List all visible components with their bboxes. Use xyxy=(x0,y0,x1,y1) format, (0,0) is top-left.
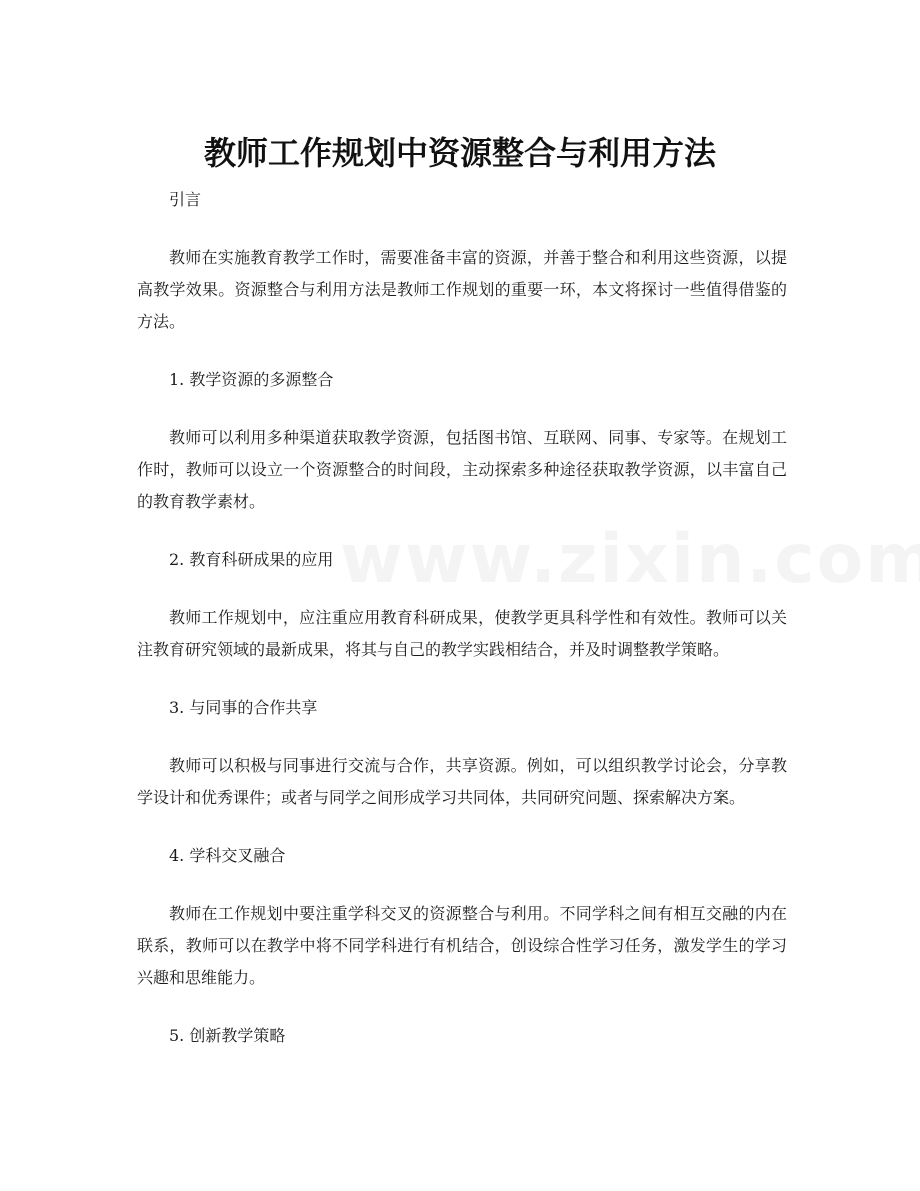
section-heading-1: 1. 教学资源的多源整合 xyxy=(169,370,334,389)
section-heading-5: 5. 创新教学策略 xyxy=(169,1026,286,1045)
document-title: 教师工作规划中资源整合与利用方法 xyxy=(203,134,716,173)
section-paragraph-2: 教师工作规划中，应注重应用教育科研成果，使教学更具科学性和有效性。教师可以关注教育研究领域的最新成果，将其与自己的教学实践相结合，并及时调整教学策略。 xyxy=(137,608,787,659)
section-paragraph-3: 教师可以积极与同事进行交流与合作，共享资源。例如，可以组织教学讨论会，分享教学设计和优秀课件；或者与同学之间形成学习共同体，共同研究问题、探索解决方案。 xyxy=(137,756,787,807)
intro-heading: 引言 xyxy=(169,190,202,209)
section-heading-2: 2. 教育科研成果的应用 xyxy=(169,550,334,569)
section-heading-3: 3. 与同事的合作共享 xyxy=(169,698,318,717)
intro-paragraph: 教师在实施教育教学工作时，需要准备丰富的资源，并善于整合和利用这些资源，以提高教学效果。资源整合与利用方法是教师工作规划的重要一环，本文将探讨一些值得借鉴的方法。 xyxy=(137,248,787,331)
section-paragraph-4: 教师在工作规划中要注重学科交叉的资源整合与利用。不同学科之间有相互交融的内在联系，教师可以在教学中将不同学科进行有机结合，创设综合性学习任务，激发学生的学习兴趣和思维能力。 xyxy=(137,904,787,987)
document-body xyxy=(137,184,787,1052)
section-heading-4: 4. 学科交叉融合 xyxy=(169,846,286,865)
section-paragraph-1: 教师可以利用多种渠道获取教学资源，包括图书馆、互联网、同事、专家等。在规划工作时，教师可以设立一个资源整合的时间段，主动探索多种途径获取教学资源，以丰富自己的教育教学素材。 xyxy=(137,428,787,511)
